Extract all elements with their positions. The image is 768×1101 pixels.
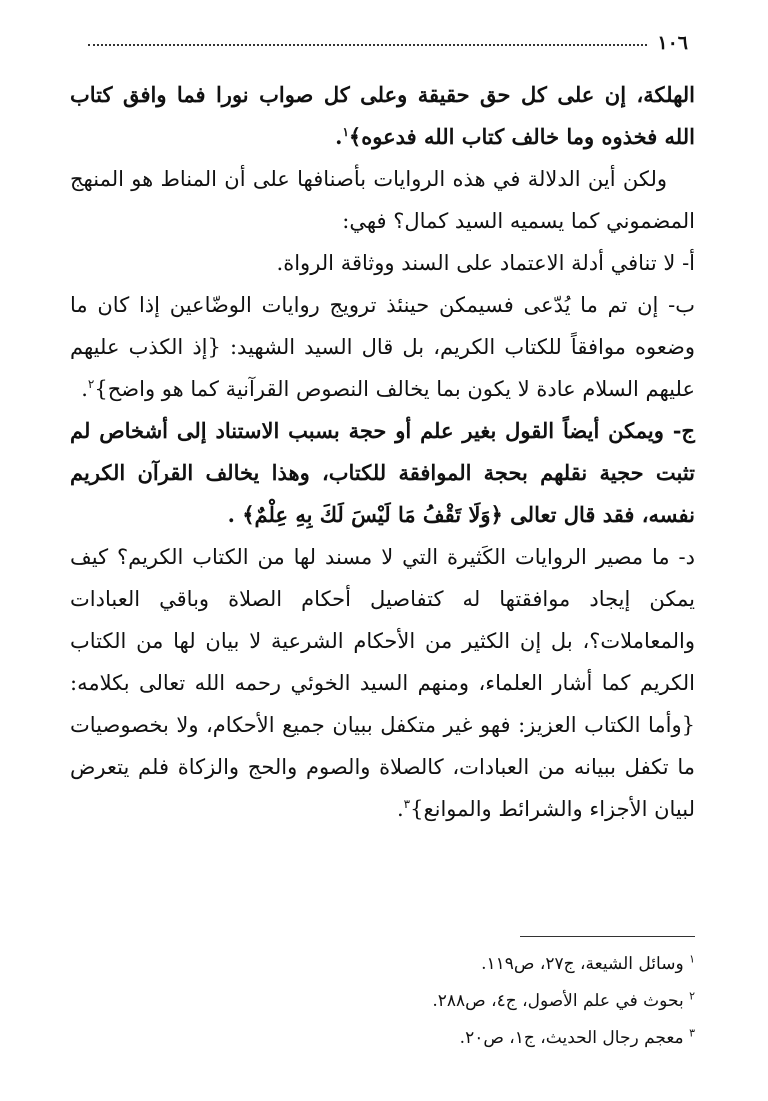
list-item-b-end: . <box>81 377 88 401</box>
footnote-text: بحوث في علم الأصول، ج٤، ص٢٨٨. <box>432 991 684 1011</box>
footnote-text: معجم رجال الحديث، ج١، ص٢٠. <box>459 1028 684 1048</box>
footnote-number: ١ <box>689 952 695 966</box>
paragraph-text: الهلكة، إن على كل حق حقيقة وعلى كل صواب نورا فما وافق كتاب الله فخذوه وما خالف كتاب الله فدعوه﴾ <box>70 82 695 149</box>
list-item-b <box>70 284 695 410</box>
paragraph-end: . <box>335 124 343 149</box>
footnote-text: وسائل الشيعة، ج٢٧، ص١١٩. <box>481 954 684 974</box>
list-item-d-end: . <box>396 797 404 821</box>
main-text <box>70 74 695 830</box>
list-item-c: ج- ويمكن أيضاً القول بغير علم أو حجة بسبب الاستناد إلى أشخاص لم تثبت حجية نقلهم بحجة الموافقة للكتاب، وهذا يخالف القرآن الكريم نفسه، فقد قال تعالى ﴿وَلَا تَقْفُ مَا لَيْسَ لَكَ بِهِ عِلْمٌ﴾ . <box>70 418 695 527</box>
footnote-2 <box>300 983 695 1020</box>
header-dotted-rule <box>88 44 647 46</box>
list-item-d-text: د- ما مصير الروايات الكَثيرة التي لا مسند لها من الكتاب الكريم؟ كيف يمكن إيجاد موافقتها له كتفاصيل أحكام الصلاة وباقي العبادات والمعاملات؟، بل إن الكثير من الأحكام الشرعية لا بيان لها من الكتاب الكريم كما أشار العلماء، ومنهم السيد الخوئي رحمه الله تعالى بكلامه: {وأما الكتاب العزيز: فهو غير متكفل ببيان جميع الأحكام، ولا بخصوصيات ما تكفل ببيانه من العبادات، كالصلاة والصوم والحج والزكاة فلم يتعرض لبيان الأجزاء والشرائط والموانع} <box>70 545 695 821</box>
footnote-separator <box>520 936 695 937</box>
footnote-number: ٢ <box>689 989 695 1003</box>
footnote-ref-1: ١ <box>342 125 349 139</box>
list-item-a: أ- لا تنافي أدلة الاعتماد على السند ووثاقة الرواة. <box>276 251 695 275</box>
footnote-1 <box>300 946 695 983</box>
list-item-d <box>70 536 695 830</box>
paragraph-question: ولكن أين الدلالة في هذه الروايات بأصنافها على أن المناط هو المنهج المضموني كما يسميه السيد كمال؟ فهي: <box>70 167 695 233</box>
footnote-ref-3: ٣ <box>403 797 411 811</box>
footnote-3 <box>300 1020 695 1057</box>
page-number: ١٠٦ <box>657 32 688 54</box>
footnote-ref-2: ٢ <box>87 377 95 391</box>
footnote-number: ٣ <box>689 1026 695 1040</box>
footnotes <box>300 946 695 1057</box>
list-item-b-text: ب- إن تم ما يُدّعى فسيمكن حينئذ ترويج روايات الوضّاعين إذا كان ما وضعوه موافقاً للكتاب الكريم، بل قال السيد الشهيد: {إذ الكذب عليهم عليهم السلام عادة لا يكون بما يخالف النصوص القرآنية كما هو واضح} <box>70 293 695 401</box>
page-header <box>88 32 688 54</box>
paragraph-continued-quote <box>70 74 695 158</box>
